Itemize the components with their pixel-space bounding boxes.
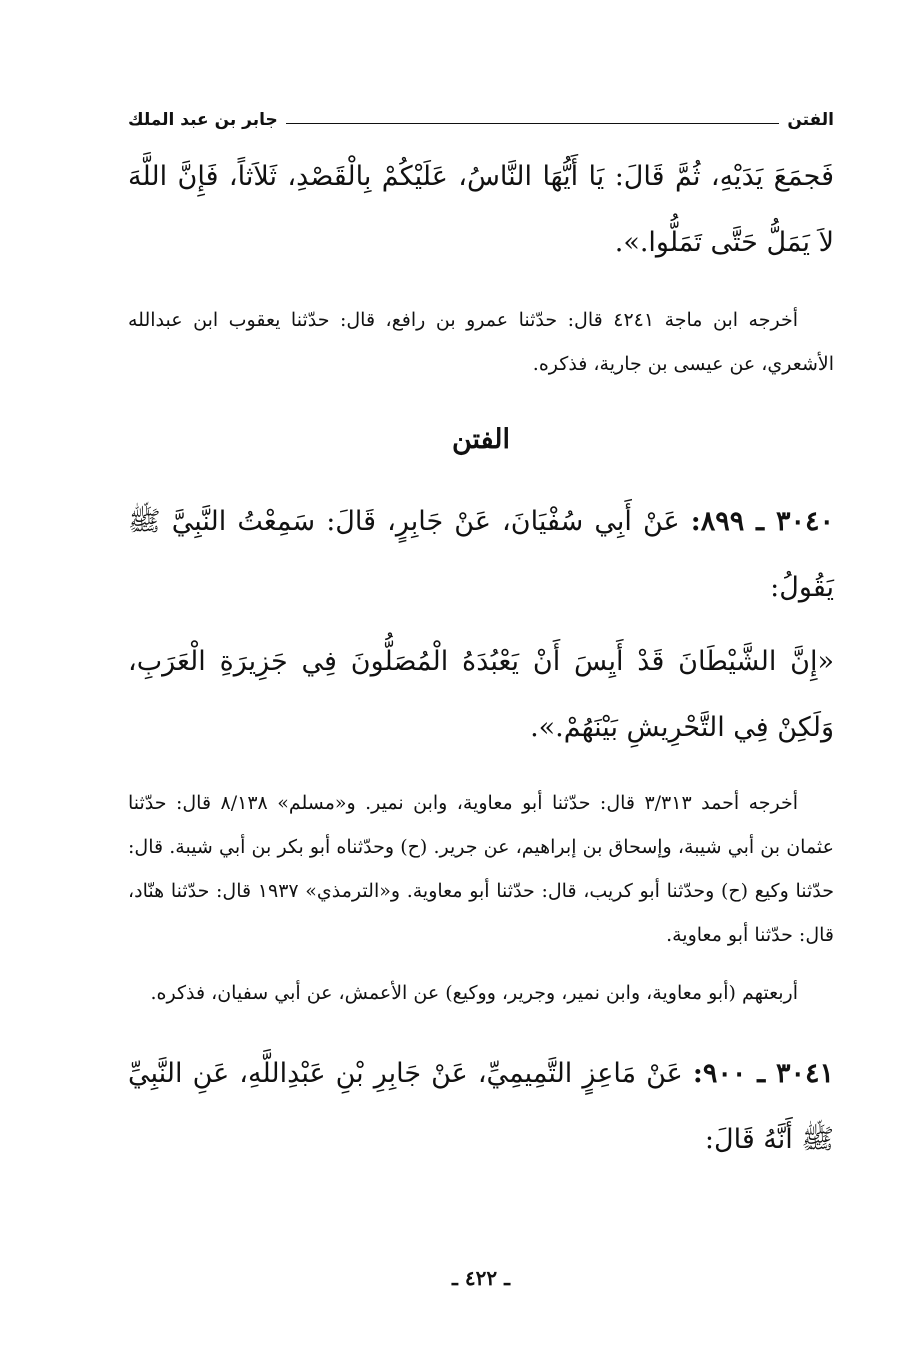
hadith-3040-matn: «إِنَّ الشَّيْطَانَ قَدْ أَيِسَ أَنْ يَعْبُدَهُ الْمُصَلُّونَ فِي جَزِيرَةِ الْعَرَبِ، وَلَكِنْ فِي التَّحْرِيشِ بَيْنَهُمْ.». xyxy=(128,646,834,743)
hadith-3041-number: ٣٠٤١ ـ ٩٠٠: xyxy=(692,1058,834,1089)
book-page xyxy=(128,100,834,1320)
previous-hadith-ending: فَجمَعَ يَدَيْهِ، ثُمَّ قَالَ: يَا أَيُّهَا النَّاسُ، عَلَيْكُمْ بِالْقَصْدِ، ثَلاَثاً، فَإِنَّ اللَّهَ لاَ يَمَلُّ حَتَّى تَمَلُّوا.». xyxy=(128,161,834,258)
hadith-3040-isnad: عَنْ أَبِي سُفْيَانَ، عَنْ جَابِرٍ، قَالَ: سَمِعْتُ النَّبِيَّ ﷺ يَقُولُ: xyxy=(128,506,834,603)
running-head-book: جابر بن عبد الملك xyxy=(128,110,278,130)
previous-hadith-takhrij: أخرجه ابن ماجة ٤٢٤١ قال: حدّثنا عمرو بن رافع، قال: حدّثنا يعقوب ابن عبدالله الأشعري، عن عيسى بن جارية، فذكره. xyxy=(128,309,834,375)
hadith-3040-takhrij: أخرجه أحمد ٣/٣١٣ قال: حدّثنا أبو معاوية، وابن نمير. و«مسلم» ٨/١٣٨ قال: حدّثنا عثمان بن أبي شيبة، وإسحاق بن إبراهيم، عن جرير. (ح) وحدّثناه أبو بكر بن أبي شيبة. قال: حدّثنا وكيع (ح) وحدّثنا أبو كريب، قال: حدّثنا أبو معاوية. و«الترمذي» ١٩٣٧ قال: حدّثنا هنّاد، قال: حدّثنا أبو معاوية. xyxy=(128,792,834,946)
running-head xyxy=(128,100,834,130)
hadith-3040-isnad-line xyxy=(128,489,834,621)
hadith-3040-note: أربعتهم (أبو معاوية، وابن نمير، وجرير، ووكيع) عن الأعمش، عن أبي سفيان، فذكره. xyxy=(150,982,798,1004)
running-head-rule xyxy=(286,123,780,124)
hadith-3041-isnad: عَنْ مَاعِزٍ التَّمِيمِيِّ، عَنْ جَابِرِ بْنِ عَبْدِاللَّهِ، عَنِ النَّبِيِّ ﷺ أَنَّهُ قَالَ: xyxy=(128,1058,834,1155)
running-head-section: الفتن xyxy=(787,110,834,130)
hadith-3041-isnad-line xyxy=(128,1041,834,1173)
section-title: الفتن xyxy=(451,424,511,455)
page-number: ـ ٤٢٢ ـ xyxy=(452,1266,510,1290)
hadith-3040-number: ٣٠٤٠ ـ ٨٩٩: xyxy=(690,506,834,537)
